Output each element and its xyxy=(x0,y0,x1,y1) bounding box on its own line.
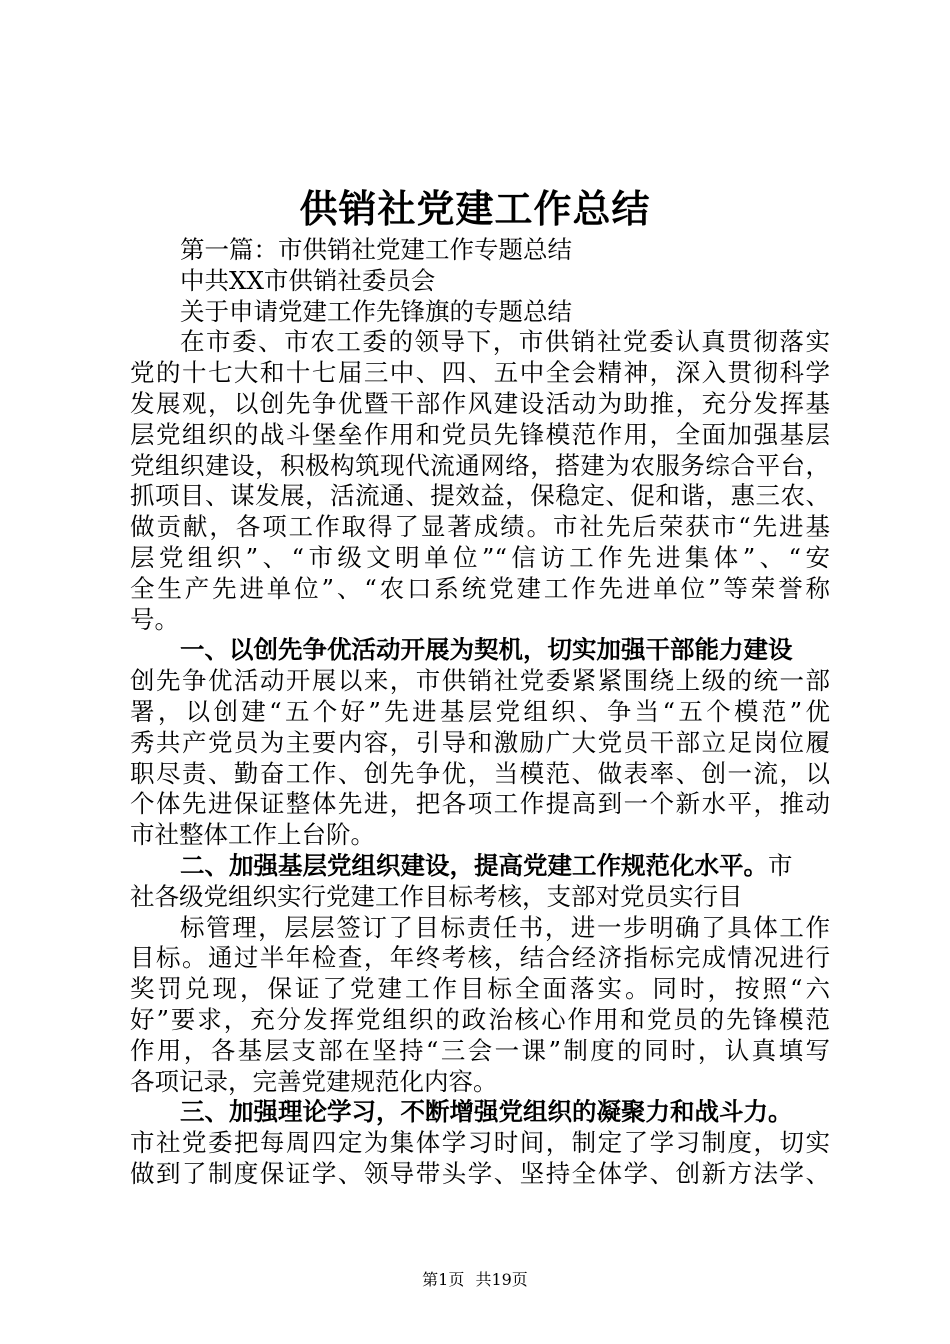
paragraph-line: 好”要求，充分发挥党组织的政治核心作用和党员的先锋模范 xyxy=(130,1004,830,1034)
page-footer: 第1页 共19页 xyxy=(422,1270,528,1289)
paragraph-line: 在市委、市农工委的领导下，市供销社党委认真贯彻落实 xyxy=(180,327,830,357)
paragraph-line: 秀共产党员为主要内容，引导和激励广大党员干部立足岗位履 xyxy=(130,727,830,757)
paragraph-line: 社各级党组织实行党建工作目标考核，支部对党员实行目 xyxy=(130,881,743,911)
paragraph-line: 做贡献，各项工作取得了显著成绩。市社先后荣获市“先进基 xyxy=(130,512,830,542)
paragraph-line: 发展观，以创先争优暨干部作风建设活动为助推，充分发挥基 xyxy=(130,388,830,418)
section-heading: 一、以创先争优活动开展为契机，切实加强干部能力建设 xyxy=(180,635,793,665)
section-heading: 二、加强基层党组织建设，提高党建工作规范化水平。 xyxy=(180,850,768,880)
paragraph-text: 市 xyxy=(768,850,793,880)
paragraph-line: 作用，各基层支部在坚持“三会一课”制度的同时，认真填写 xyxy=(130,1035,830,1065)
paragraph-line: 标管理，层层签订了目标责任书，进一步明确了具体工作 xyxy=(180,912,830,942)
paragraph-line: 职尽责、勤奋工作、创先争优，当模范、做表率、创一流，以 xyxy=(130,758,830,788)
paragraph-line: 党组织建设，积极构筑现代流通网络，搭建为农服务综合平台， xyxy=(130,450,830,480)
subtitle-line: 第一篇：市供销社党建工作专题总结 xyxy=(180,235,572,264)
paragraph-line: 署，以创建“五个好”先进基层党组织、争当“五个模范”优 xyxy=(130,696,830,726)
document-title: 供销社党建工作总结 xyxy=(299,186,651,231)
paragraph-line: 做到了制度保证学、领导带头学、坚持全体学、创新方法学、 xyxy=(130,1158,830,1188)
paragraph-line: 市社整体工作上台阶。 xyxy=(130,820,375,850)
paragraph-line: 奖罚兑现，保证了党建工作目标全面落实。同时，按照“六 xyxy=(130,974,830,1004)
paragraph-line: 抓项目、谋发展，活流通、提效益，保稳定、促和谐，惠三农、 xyxy=(130,481,830,511)
paragraph-line: 个体先进保证整体先进，把各项工作提高到一个新水平，推动 xyxy=(130,789,830,819)
paragraph-line: 层党组织的战斗堡垒作用和党员先锋模范作用，全面加强基层 xyxy=(130,419,830,449)
paragraph-line: 号。 xyxy=(130,604,179,634)
paragraph-line: 创先争优活动开展以来，市供销社党委紧紧围绕上级的统一部 xyxy=(130,666,830,696)
paragraph-line: 目标。通过半年检查，年终考核，结合经济指标完成情况进行 xyxy=(130,943,830,973)
section-heading: 三、加强理论学习，不断增强党组织的凝聚力和战斗力。 xyxy=(180,1097,793,1127)
subtitle-line: 中共XX市供销社委员会 xyxy=(180,265,436,295)
paragraph-line: 市社党委把每周四定为集体学习时间，制定了学习制度，切实 xyxy=(130,1128,830,1158)
paragraph-line: 层党组织”、“市级文明单位”“信访工作先进集体”、“安 xyxy=(130,542,830,572)
paragraph-line: 各项记录，完善党建规范化内容。 xyxy=(130,1066,498,1096)
document-body xyxy=(130,235,830,1190)
subtitle-line: 关于申请党建工作先锋旗的专题总结 xyxy=(180,296,572,326)
paragraph-line: 全生产先进单位”、“农口系统党建工作先进单位”等荣誉称 xyxy=(130,573,830,603)
paragraph-line: 党的十七大和十七届三中、四、五中全会精神，深入贯彻科学 xyxy=(130,358,830,388)
section-heading-line xyxy=(130,851,830,882)
